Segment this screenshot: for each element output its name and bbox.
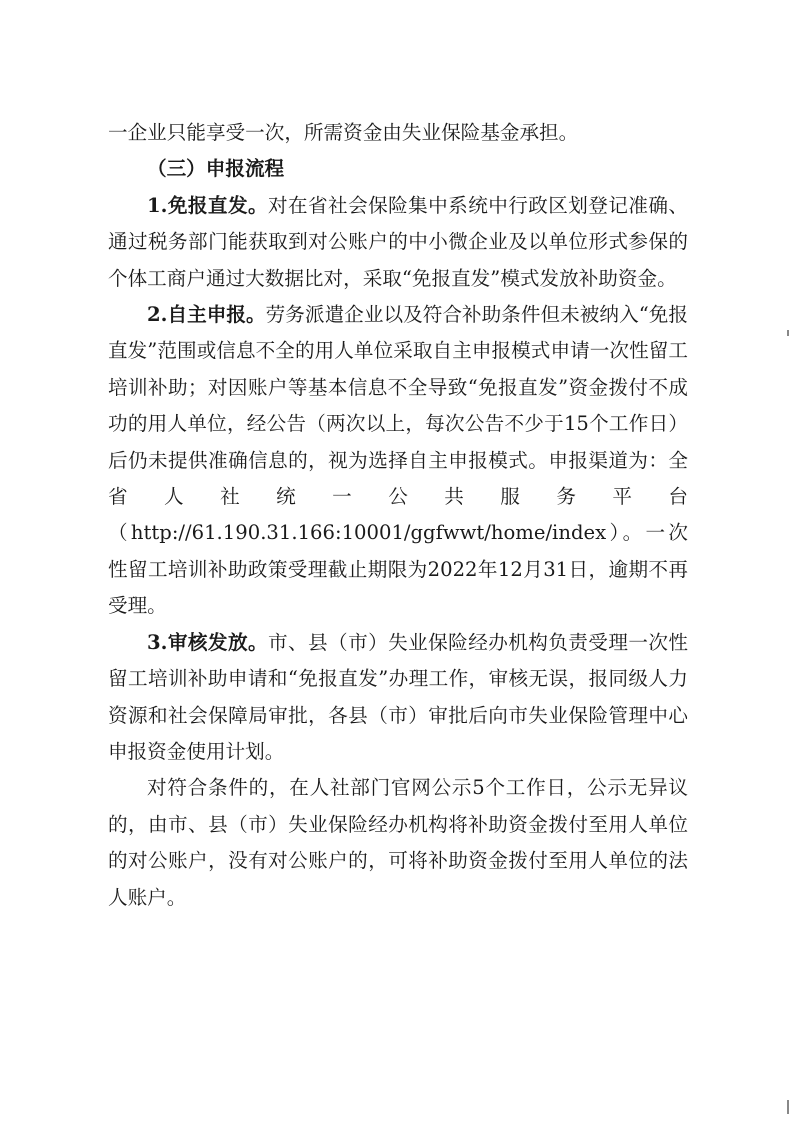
- item-1-title: 1.免报直发。: [147, 193, 268, 217]
- scan-edge-mark: [787, 1100, 789, 1114]
- scan-edge-mark: [787, 330, 789, 336]
- item-2-title: 2.自主申报。: [147, 303, 266, 327]
- section-heading: （三）申报流程: [147, 157, 285, 181]
- item-1-text: 对在省社会保险集中系统中行政区划登记准确、通过税务部门能获取到对公账户的中小微企业及以单位形式参保的个体工商户通过大数据比对，采取“免报直发”模式发放补助资金。: [108, 193, 688, 290]
- item-3-paragraph: [108, 625, 688, 771]
- item-3-text: 市、县（市）失业保险经办机构负责受理一次性留工培训补助申请和“免报直发”办理工作，审核无误，报同级人力资源和社会保障局审批，各县（市）审批后向市失业保险管理中心申报资金使用计划。: [108, 630, 688, 763]
- item-2-channel: 申报渠道为：全省人社统一公共服务平台（http://61.190.31.166:10001/ggfwwt/home/index）。一次性留工培训补助政策受理截止期限为2022年12月31日，逾期不再受理。: [108, 448, 689, 618]
- item-2-paragraph: [108, 297, 688, 625]
- item-3-title: 3.审核发放。: [147, 630, 268, 654]
- item-2-text: 劳务派遣企业以及符合补助条件但未被纳入“免报直发”范围或信息不全的用人单位采取自主申报模式申请一次性留工培训补助；对因账户等基本信息不全导致“免报直发”资金拨付不成功的用人单位，经公告（两次以上，每次公告不少于15个工作日）后仍未提供准确信息的，视为选择自主申报模式。: [108, 303, 688, 472]
- paragraph-continuation: 一企业只能享受一次，所需资金由失业保险基金承担。: [108, 121, 579, 144]
- document-page: [108, 115, 688, 916]
- final-paragraph: 对符合条件的，在人社部门官网公示5个工作日，公示无异议的，由市、县（市）失业保险经办机构将补助资金拨付至用人单位的对公账户，没有对公账户的，可将补助资金拨付至用人单位的法人账户。: [108, 776, 688, 909]
- item-1-paragraph: [108, 188, 688, 297]
